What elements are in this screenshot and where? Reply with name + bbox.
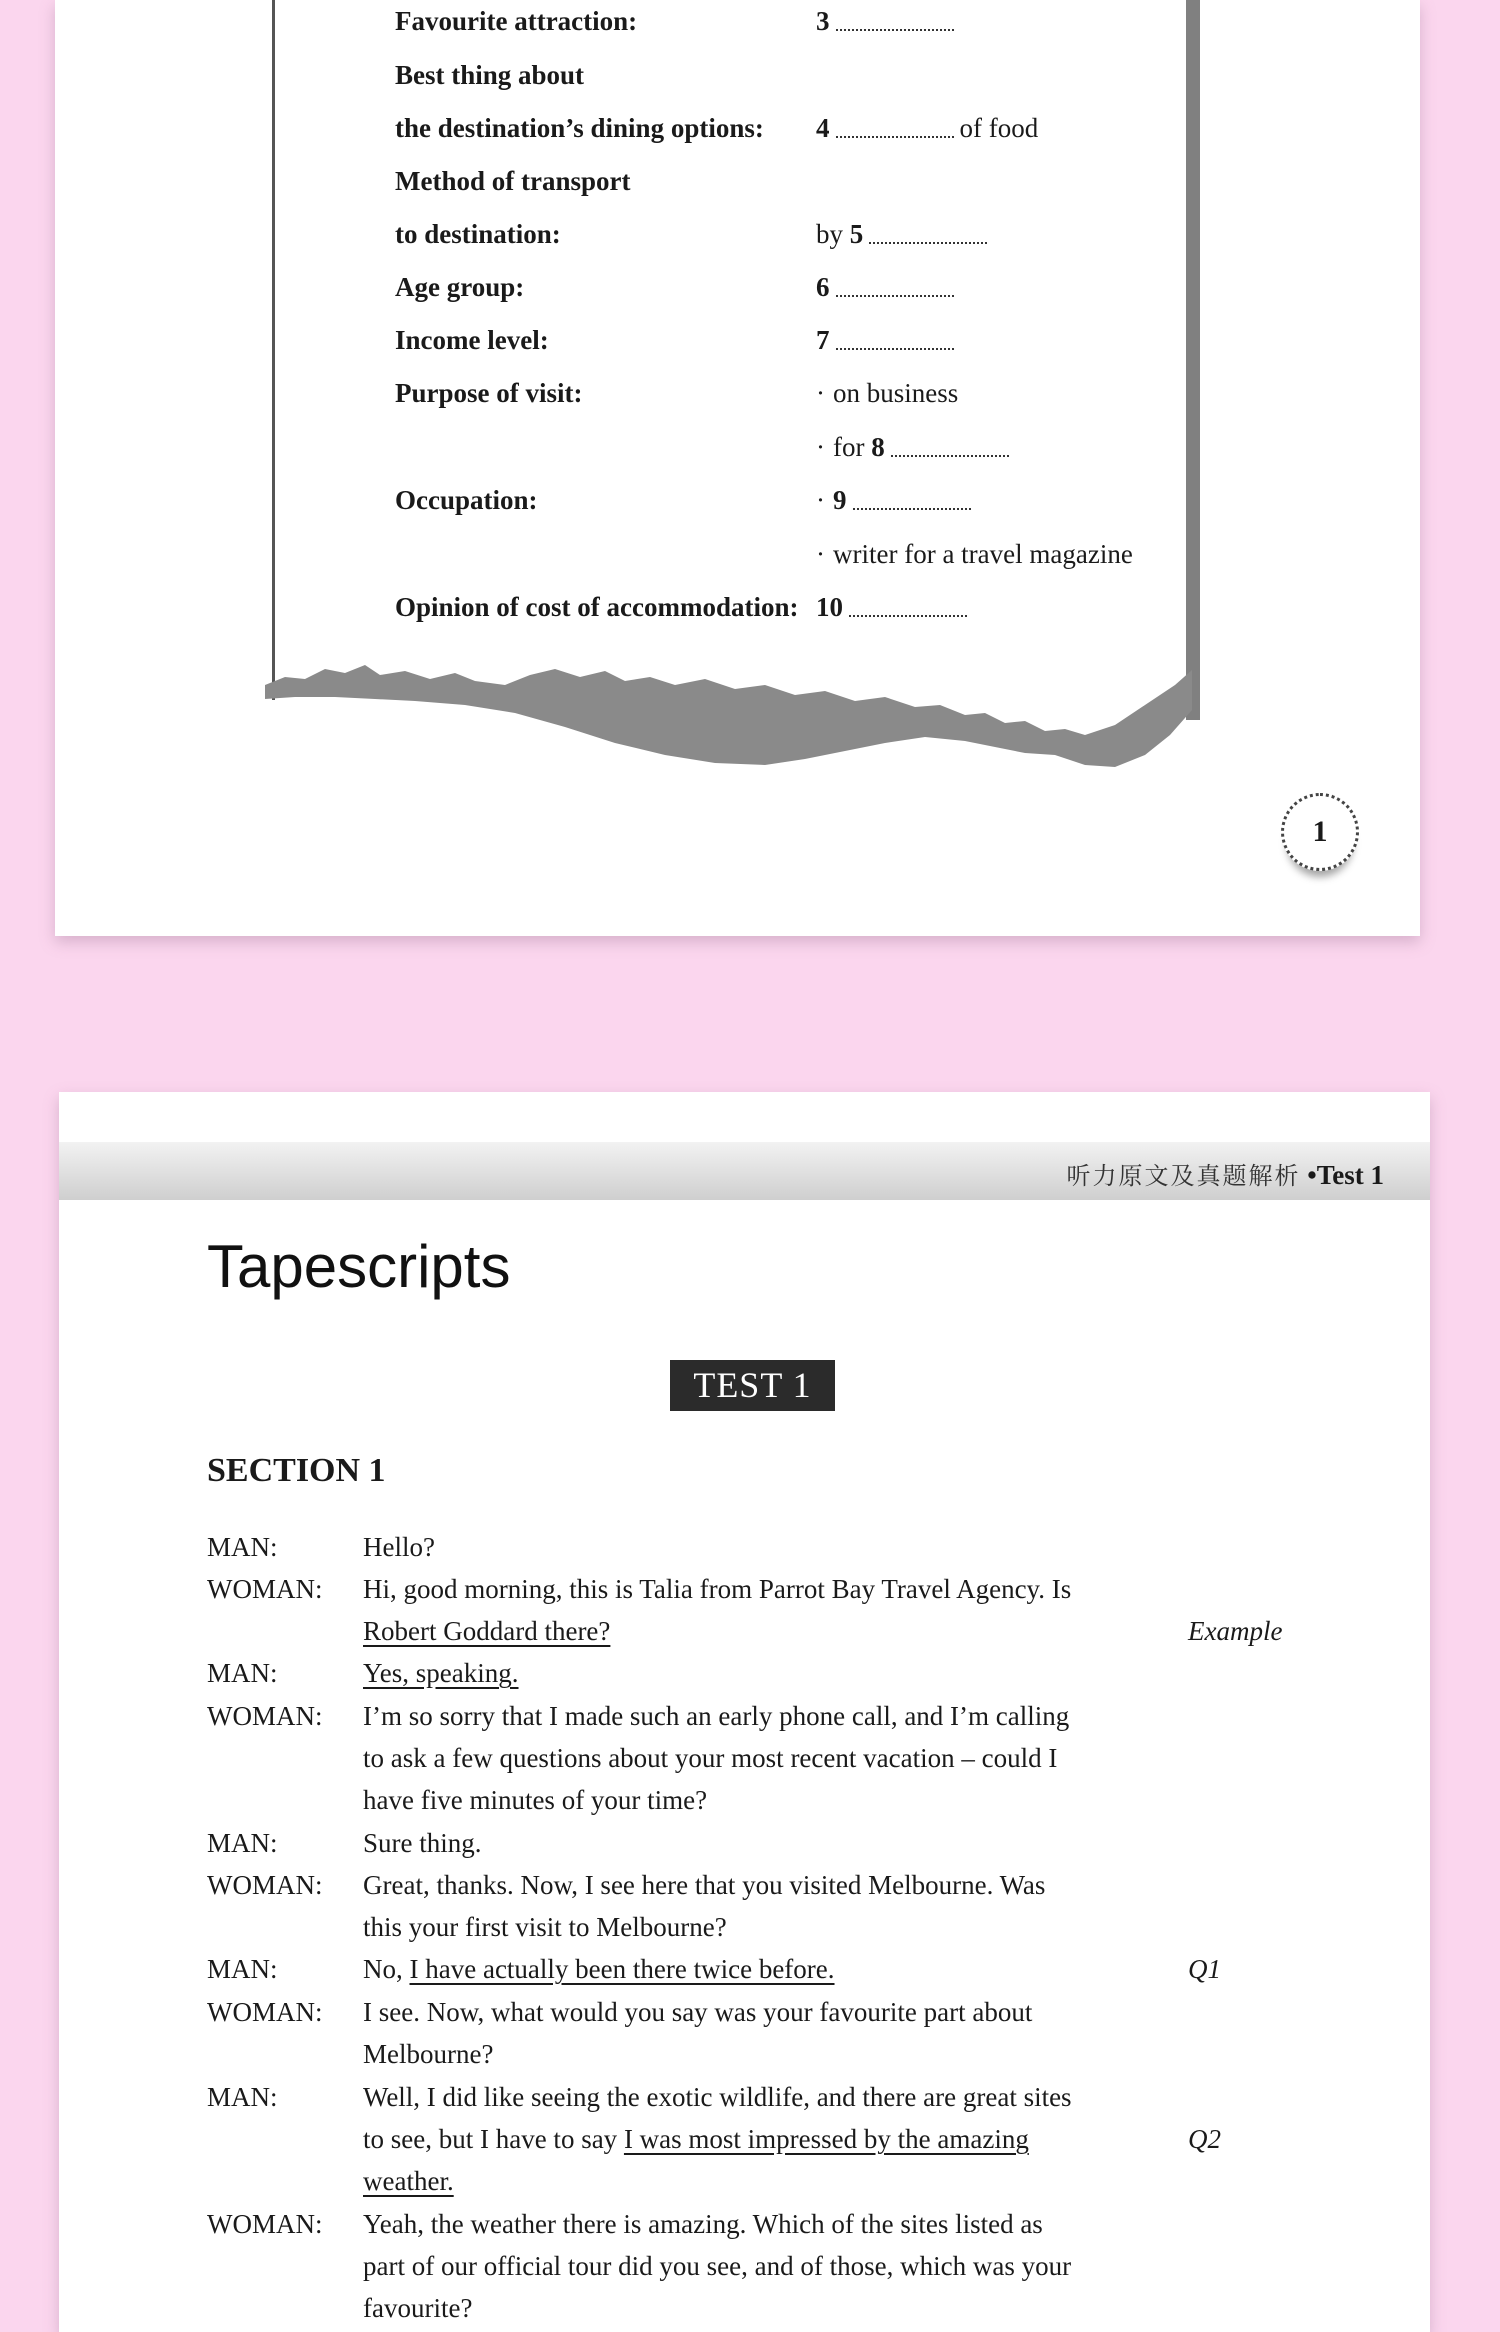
- header-chinese: 听力原文及真题解析: [1066, 1162, 1301, 1190]
- speaker-label: MAN:: [207, 1954, 278, 1984]
- speaker-label: WOMAN:: [207, 2209, 323, 2239]
- form-value: 6: [816, 272, 960, 303]
- header-text: [1067, 1156, 1384, 1191]
- speech-line: Melbourne?: [363, 2039, 494, 2069]
- speech-line: Sure thing.: [363, 1828, 482, 1858]
- page-header: [59, 1142, 1430, 1200]
- form-label: Occupation:: [395, 485, 538, 515]
- card-edge: [1186, 0, 1200, 720]
- form-value: · writer for a travel magazine: [816, 539, 1133, 569]
- answer-blank[interactable]: [836, 135, 954, 138]
- form-value: 10: [816, 592, 973, 623]
- form-value: · on business: [816, 378, 959, 408]
- tapescript-page: [59, 1092, 1430, 2332]
- speech-line: this your first visit to Melbourne?: [363, 1912, 727, 1942]
- answer-blank[interactable]: [836, 294, 954, 297]
- form-label: Purpose of visit:: [395, 378, 583, 408]
- test-label: TEST 1: [670, 1360, 835, 1411]
- answer-note: Q2: [1188, 2124, 1221, 2154]
- answer-blank[interactable]: [836, 28, 954, 31]
- speaker-label: WOMAN:: [207, 1870, 323, 1900]
- form-value: 7: [816, 325, 960, 356]
- page-title: Tapescripts: [207, 1233, 511, 1300]
- speaker-label: MAN:: [207, 1828, 278, 1858]
- form-page: [55, 0, 1420, 936]
- answer-blank[interactable]: [853, 507, 971, 510]
- speech-line: I’m so sorry that I made such an early phone call, and I’m calling: [363, 1701, 1070, 1731]
- speaker-label: MAN:: [207, 1658, 278, 1688]
- speech-line: I see. Now, what would you say was your favourite part about: [363, 1997, 1033, 2027]
- speech-line: Yeah, the weather there is amazing. Which of the sites listed as: [363, 2209, 1043, 2239]
- answer-note: Q1: [1188, 1954, 1221, 1984]
- form-value: 4 of food: [816, 113, 1039, 143]
- form-label: the destination’s dining options:: [395, 113, 764, 143]
- speaker-label: WOMAN:: [207, 1574, 323, 1604]
- speech-line: part of our official tour did you see, and of those, which was your: [363, 2251, 1072, 2281]
- form-value: · for 8: [816, 432, 1015, 463]
- speech-line: have five minutes of your time?: [363, 1785, 708, 1815]
- speech-line: Great, thanks. Now, I see here that you visited Melbourne. Was: [363, 1870, 1046, 1900]
- speech-line: Hi, good morning, this is Talia from Parrot Bay Travel Agency. Is: [363, 1574, 1072, 1604]
- underlined-answer: I have actually been there twice before.: [409, 1954, 835, 1984]
- form-label: Method of transport: [395, 166, 631, 196]
- speaker-label: WOMAN:: [207, 1997, 323, 2027]
- form-value: 3: [816, 6, 960, 37]
- speech-line: favourite?: [363, 2293, 473, 2323]
- speech-line: to see, but I have to say I was most impressed by the amazing: [363, 2124, 1029, 2154]
- form-value: by 5: [816, 219, 993, 250]
- answer-blank[interactable]: [891, 454, 1009, 457]
- speaker-label: MAN:: [207, 2082, 278, 2112]
- form-label: to destination:: [395, 219, 561, 249]
- speaker-label: MAN:: [207, 1532, 278, 1562]
- header-test: •Test 1: [1307, 1160, 1384, 1190]
- form-label: Opinion of cost of accommodation:: [395, 592, 799, 622]
- form-label: Age group:: [395, 272, 525, 302]
- form-label: Best thing about: [395, 60, 585, 90]
- answer-blank[interactable]: [836, 347, 954, 350]
- form-label: Favourite attraction:: [395, 6, 638, 36]
- speaker-label: WOMAN:: [207, 1701, 323, 1731]
- section-heading: SECTION 1: [207, 1452, 386, 1489]
- answer-blank[interactable]: [869, 241, 987, 244]
- form-label: Income level:: [395, 325, 549, 355]
- underlined-answer: I was most impressed by the amazing: [623, 2124, 1029, 2154]
- form-card: [272, 0, 1200, 700]
- speech-line: to ask a few questions about your most recent vacation – could I: [363, 1743, 1058, 1773]
- torn-paper-edge: [265, 655, 1265, 775]
- speech-line: No, I have actually been there twice before.: [363, 1954, 835, 1984]
- page-number-badge: 1: [1281, 793, 1359, 871]
- speech-line-underlined: weather.: [363, 2166, 454, 2196]
- speech-line: Well, I did like seeing the exotic wildlife, and there are great sites: [363, 2082, 1072, 2112]
- speech-line-underlined: Robert Goddard there?: [363, 1616, 611, 1646]
- answer-blank[interactable]: [849, 614, 967, 617]
- answer-note: Example: [1188, 1616, 1283, 1646]
- form-value: · 9: [816, 485, 977, 516]
- speech-line-underlined: Yes, speaking.: [363, 1658, 519, 1688]
- speech-line: Hello?: [363, 1532, 435, 1562]
